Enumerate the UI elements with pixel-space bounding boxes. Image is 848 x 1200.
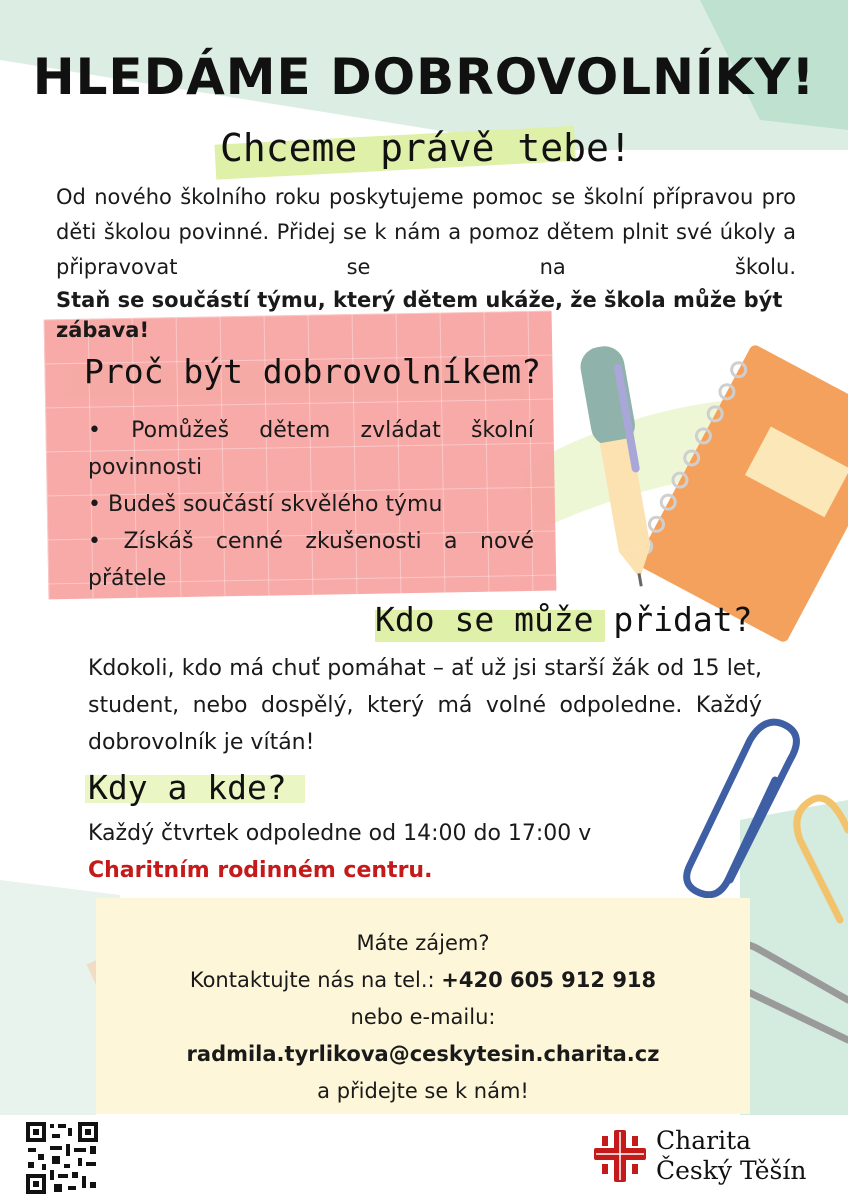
when-text — [88, 815, 708, 889]
intro-bold: Staň se součástí týmu, který dětem ukáže, že škola může být zábava! — [56, 288, 783, 342]
list-item: • Získáš cenné zkušenosti a nové přátele — [88, 529, 534, 591]
when-place: Charitním rodinném centru. — [88, 858, 433, 883]
intro-body: Od nového školního roku poskytujeme pomoc se školní přípravou pro děti školou povinné. Přidej se k nám a pomoz dětem plnit své úkoly a připravovat se na školu. — [56, 185, 796, 279]
contact-email-prefix: nebo e-mailu: — [350, 1005, 496, 1029]
who-text: Kdokoli, kdo má chuť pomáhat – ať už jsi starší žák od 15 let, student, nebo dospělý, který má volné odpoledne. Každý dobrovolník je vítán! — [88, 656, 762, 755]
list-item: • Budeš součástí skvělého týmu — [88, 492, 443, 517]
qr-code[interactable] — [24, 1120, 100, 1196]
mint-bottom-right — [740, 800, 848, 1115]
contact-question: Máte zájem? — [356, 931, 490, 955]
who-heading: Kdo se může přidat? — [375, 600, 753, 639]
intro-text — [56, 180, 796, 285]
notebook-icon — [629, 340, 848, 644]
when-time: Každý čtvrtek odpoledne od 14:00 do 17:00 v — [88, 821, 592, 846]
logo-line1: Charita — [656, 1126, 752, 1155]
charita-logo — [592, 1128, 832, 1188]
why-list — [88, 412, 534, 597]
contact-closing: a přidejte se k nám! — [317, 1079, 529, 1103]
contact-phone[interactable]: +420 605 912 918 — [441, 968, 657, 992]
contact-email[interactable]: radmila.tyrlikova@ceskytesin.charita.cz — [186, 1042, 660, 1066]
charita-cross-icon — [592, 1128, 648, 1184]
when-heading: Kdy a kde? — [88, 768, 287, 807]
why-heading: Proč být dobrovolníkem? — [84, 352, 541, 391]
page-title: HLEDÁME DOBROVOLNÍKY! — [32, 48, 816, 106]
list-item: • Pomůžeš dětem zvládat školní povinnosti — [88, 418, 534, 480]
subtitle: Chceme právě tebe! — [220, 126, 632, 170]
contact-phone-prefix: Kontaktujte nás na tel.: — [189, 968, 435, 992]
contact-phone-line — [96, 962, 750, 999]
logo-line2: Český Těšín — [656, 1156, 807, 1185]
contact-text — [96, 925, 750, 1110]
